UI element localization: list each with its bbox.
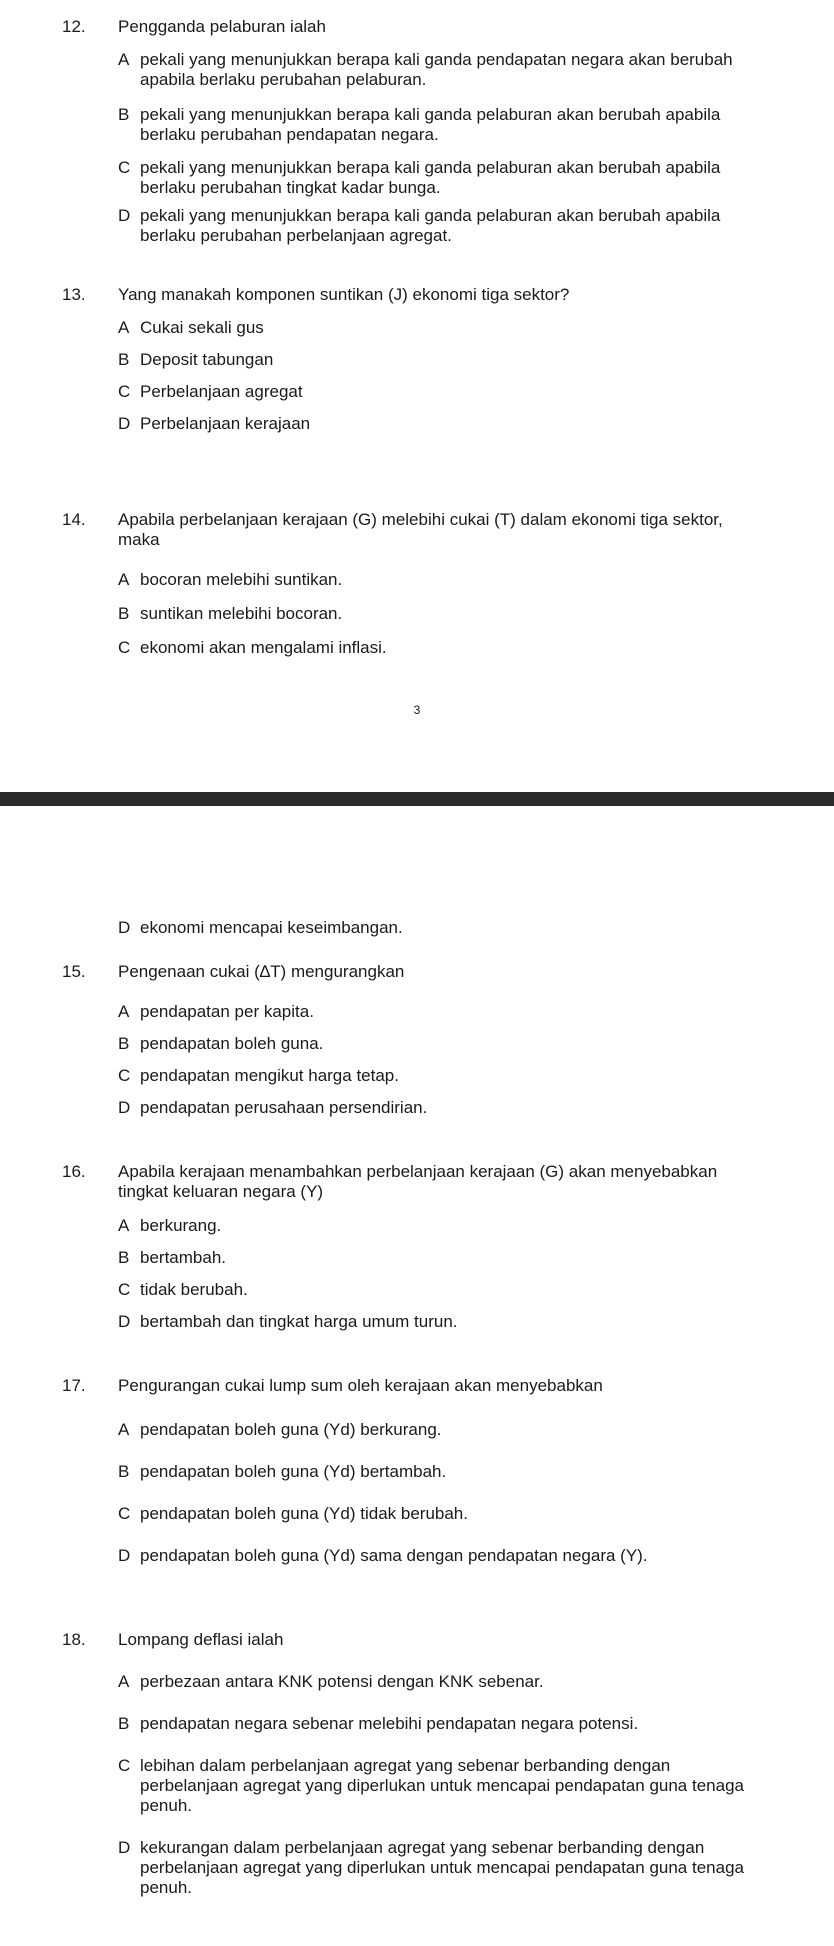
- option-letter: B: [118, 105, 130, 124]
- question-text: Apabila kerajaan menambahkan perbelanjaan kerajaan (G) akan menyebabkan tingkat keluaran negara (Y): [118, 1162, 718, 1201]
- page-divider: [0, 792, 834, 806]
- question-text: Pengurangan cukai lump sum oleh kerajaan akan menyebabkan: [118, 1376, 603, 1395]
- question-number: 17.: [62, 1376, 86, 1395]
- option-letter: C: [118, 1280, 131, 1299]
- question-number: 14.: [62, 510, 86, 529]
- option-letter: B: [118, 1248, 130, 1267]
- option-text: Perbelanjaan kerajaan: [140, 414, 311, 433]
- option-text: Deposit tabungan: [140, 350, 274, 369]
- option-letter: C: [118, 158, 131, 177]
- option-text: tidak berubah.: [140, 1280, 248, 1299]
- option-text: pendapatan per kapita.: [140, 1002, 314, 1021]
- question-text: Pengenaan cukai (∆T) mengurangkan: [118, 962, 405, 981]
- option-letter: D: [118, 918, 131, 937]
- option-text: pendapatan boleh guna (Yd) bertambah.: [140, 1462, 447, 1481]
- option-letter: B: [118, 350, 130, 369]
- option-letter: C: [118, 1504, 131, 1523]
- option-letter: A: [118, 318, 130, 337]
- question-number: 18.: [62, 1630, 86, 1649]
- question-text: Lompang deflasi ialah: [118, 1630, 284, 1649]
- option-text: Perbelanjaan agregat: [140, 382, 303, 401]
- question-text: Pengganda pelaburan ialah: [118, 17, 326, 36]
- option-letter: A: [118, 1216, 130, 1235]
- option-letter: C: [118, 1756, 131, 1775]
- option-letter: B: [118, 1462, 130, 1481]
- option-text: pekali yang menunjukkan berapa kali ganda pendapatan negara akan berubah apabila berlaku perubahan pelaburan.: [140, 50, 733, 89]
- option-letter: A: [118, 50, 130, 69]
- option-letter: B: [118, 604, 130, 623]
- option-text: bocoran melebihi suntikan.: [140, 570, 343, 589]
- question-text: Apabila perbelanjaan kerajaan (G) melebihi cukai (T) dalam ekonomi tiga sektor, maka: [118, 510, 723, 549]
- option-text: pendapatan boleh guna (Yd) berkurang.: [140, 1420, 442, 1439]
- option-letter: A: [118, 570, 130, 589]
- option-text: pendapatan perusahaan persendirian.: [140, 1098, 428, 1117]
- option-text: pendapatan boleh guna (Yd) sama dengan pendapatan negara (Y).: [140, 1546, 648, 1565]
- option-letter: D: [118, 206, 131, 225]
- option-text: ekonomi mencapai keseimbangan.: [140, 918, 403, 937]
- option-letter: A: [118, 1672, 130, 1691]
- question-number: 16.: [62, 1162, 86, 1181]
- question-number: 15.: [62, 962, 86, 981]
- option-letter: D: [118, 1546, 131, 1565]
- option-letter: C: [118, 638, 131, 657]
- option-text: pendapatan mengikut harga tetap.: [140, 1066, 399, 1085]
- option-text: pekali yang menunjukkan berapa kali ganda pelaburan akan berubah apabila berlaku perubahan perbelanjaan agregat.: [140, 206, 721, 245]
- option-text: perbezaan antara KNK potensi dengan KNK sebenar.: [140, 1672, 544, 1691]
- option-text: suntikan melebihi bocoran.: [140, 604, 343, 623]
- option-letter: A: [118, 1420, 130, 1439]
- option-letter: B: [118, 1034, 130, 1053]
- option-text: pekali yang menunjukkan berapa kali ganda pelaburan akan berubah apabila berlaku perubahan tingkat kadar bunga.: [140, 158, 721, 197]
- option-text: kekurangan dalam perbelanjaan agregat yang sebenar berbanding dengan perbelanjaan agregat yang diperlukan untuk mencapai pendapatan guna tenaga penuh.: [140, 1838, 744, 1897]
- option-letter: C: [118, 1066, 131, 1085]
- option-letter: D: [118, 1838, 131, 1857]
- option-text: pekali yang menunjukkan berapa kali ganda pelaburan akan berubah apabila berlaku perubahan pendapatan negara.: [140, 105, 721, 144]
- option-text: ekonomi akan mengalami inflasi.: [140, 638, 387, 657]
- option-text: bertambah dan tingkat harga umum turun.: [140, 1312, 458, 1331]
- option-letter: D: [118, 1098, 131, 1117]
- question-text: Yang manakah komponen suntikan (J) ekonomi tiga sektor?: [118, 285, 570, 304]
- option-text: pendapatan boleh guna (Yd) tidak berubah.: [140, 1504, 468, 1523]
- option-text: lebihan dalam perbelanjaan agregat yang sebenar berbanding dengan perbelanjaan agregat yang diperlukan untuk mencapai pendapatan guna tenaga penuh.: [140, 1756, 744, 1815]
- option-letter: D: [118, 1312, 131, 1331]
- option-text: Cukai sekali gus: [140, 318, 264, 337]
- option-text: pendapatan boleh guna.: [140, 1034, 324, 1053]
- option-letter: D: [118, 414, 131, 433]
- page-number: 3: [413, 703, 421, 717]
- option-letter: B: [118, 1714, 130, 1733]
- option-text: pendapatan negara sebenar melebihi pendapatan negara potensi.: [140, 1714, 639, 1733]
- option-text: bertambah.: [140, 1248, 226, 1267]
- option-text: berkurang.: [140, 1216, 222, 1235]
- option-letter: C: [118, 382, 131, 401]
- question-number: 12.: [62, 17, 86, 36]
- option-letter: A: [118, 1002, 130, 1021]
- question-number: 13.: [62, 285, 86, 304]
